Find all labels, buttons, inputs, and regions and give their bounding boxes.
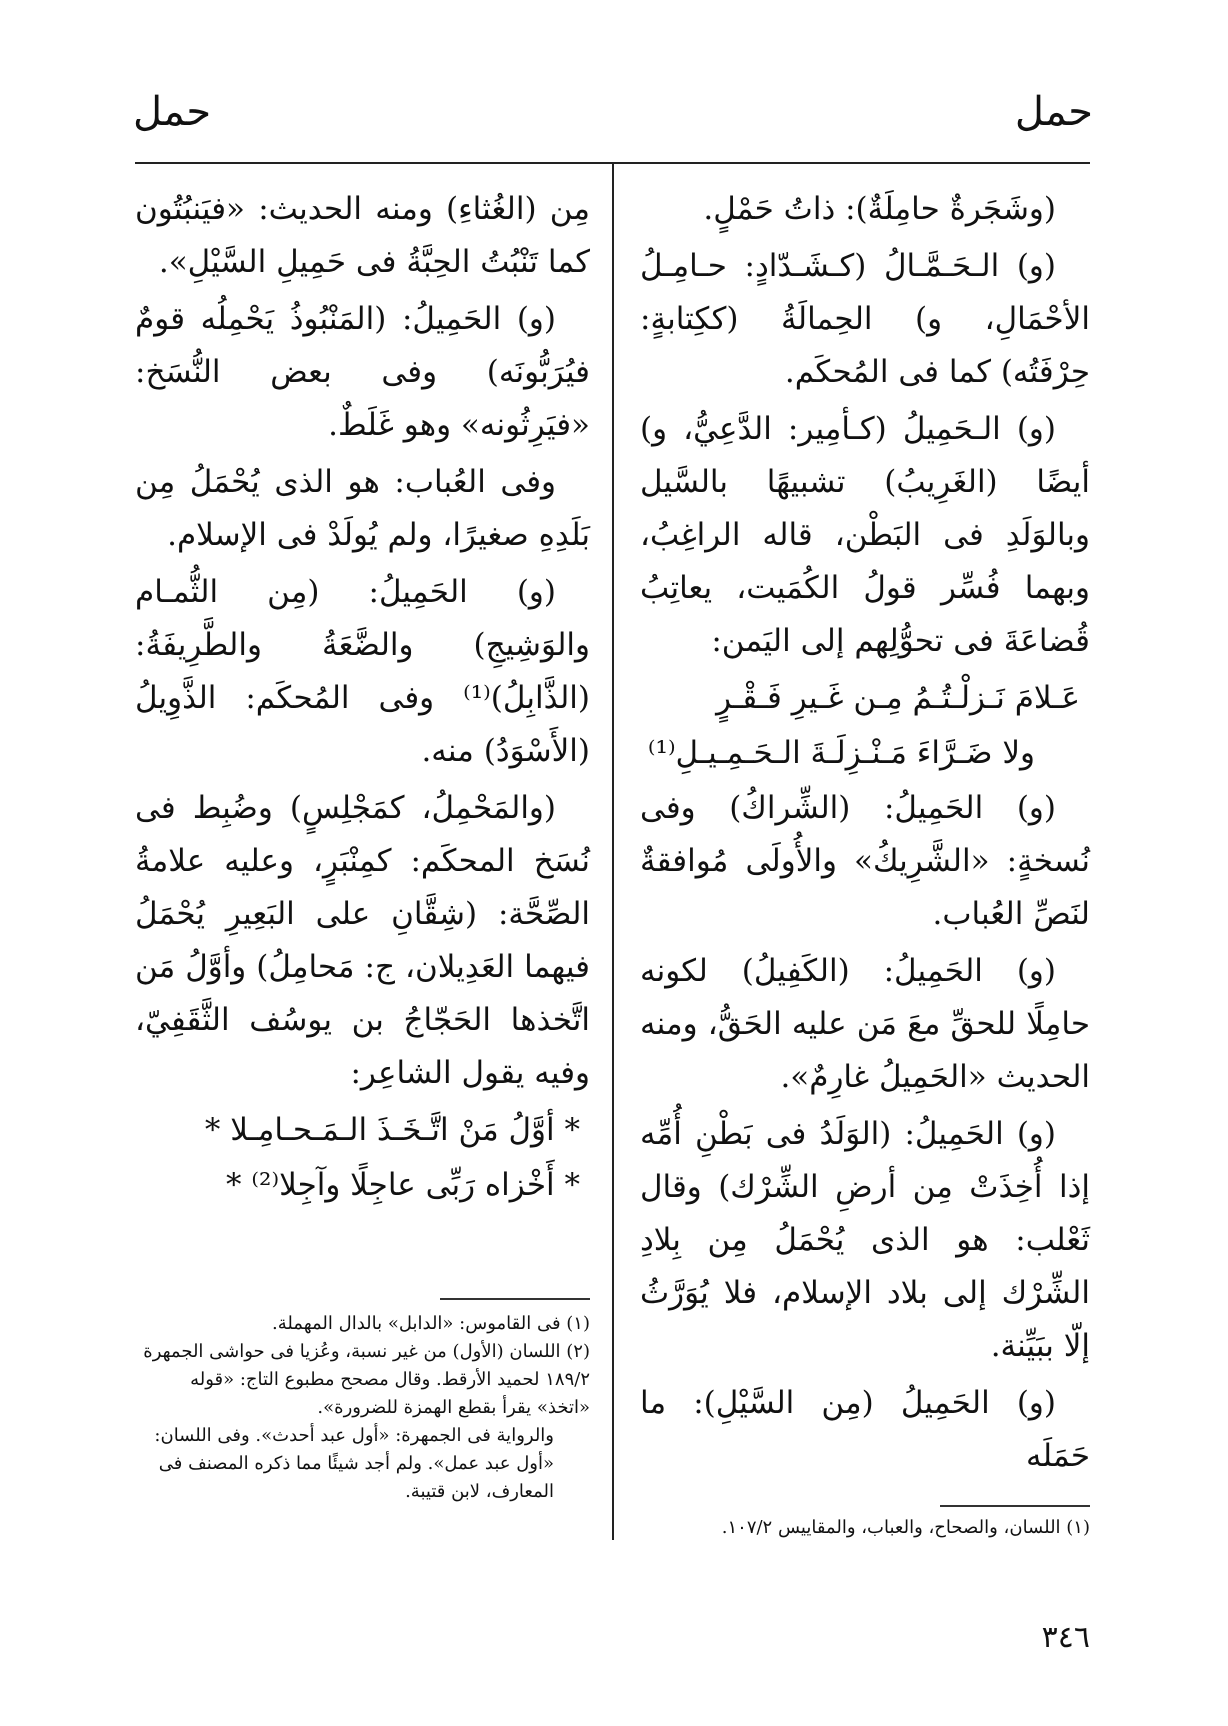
- header-word-left: حمل: [133, 89, 212, 135]
- paragraph: وفى العُباب: هو الذى يُحْمَلُ مِن بَلَدِهِ صغيرًا، ولم يُولَدْ فى الإسلام.: [135, 464, 590, 553]
- paragraph: (و) الـحَـمَّـالُ (كـشَـدّادٍ: حـامِـلُ الأحْمَالِ، و) الحِمالَةُ (ككِتابةٍ: حِرْفَتُه) كما فى المُحكَم.: [640, 248, 1090, 390]
- paragraph: (و) الحَمِيلُ: (الوَلَدُ فى بَطْنِ أُمِّه إذا أُخِذَتْ مِن أرضِ الشِّرْك) وقال ثَعْلب: هو الذى يُحْمَلُ مِن بِلادِ الشِّرْك إلى بلاد الإسلام، فلا يُوَرَّثُ إلّا ببَيِّنة.: [640, 1116, 1090, 1364]
- footnotes-left: [135, 1310, 590, 1506]
- page-number: ٣٤٦: [1041, 1620, 1090, 1655]
- verse-line: عَـلامَ نَـزلْـتُـمُ مِـن غَـيرِ فَـقْـرٍ: [716, 680, 1080, 716]
- left-column: [135, 183, 590, 1214]
- paragraph: (و) الحَمِيلُ: (الشِّراكُ) وفى نُسخةٍ: «الشَّرِيكُ» والأُولَى مُوافقةٌ لنَصِّ العُباب.: [640, 790, 1090, 932]
- verse-line: ولا ضَـرَّاءَ مَـنْـزِلَـةَ الـحَـمِـيـلِ⁽¹⁾: [647, 735, 1035, 771]
- footnote-continuation: والرواية فى الجمهرة: «أول عبد أحدث». وفى اللسان: «أول عبد عمل». ولم أجد شيئًا مما ذكره المصنف فى المعارف، لابن قتيبة.: [154, 1425, 554, 1502]
- verse-line: * أَخْزاه رَبِّى عاجِلًا وآجِلا⁽²⁾ *: [226, 1167, 580, 1203]
- column-divider: [612, 162, 614, 1540]
- paragraph: (والمَحْمِلُ، كمَجْلِسٍ) وضُبِط فى نُسَخ المحكَم: كمِنْبَرٍ، وعليه علامةُ الصِّحَّة: (شِقَّانِ على البَعِيرِ يُحْمَلُ فيهما العَدِيلان، ج: مَحامِلُ) وأوَّلُ مَن اتَّخذها الحَجّاجُ بن يوسُف الثَّقَفِيّ، وفيه يقول الشاعِر:: [135, 790, 590, 1091]
- paragraph: (و) الحَمِيلُ: (الكَفِيلُ) لكونه حامِلًا للحقِّ معَ مَن عليه الحَقُّ، ومنه الحديث «الحَمِيلُ غارِمٌ».: [640, 953, 1090, 1095]
- footnote-rule: [440, 1298, 590, 1300]
- footnote: (١) فى القاموس: «الدابل» بالدال المهملة.: [271, 1313, 590, 1334]
- header-word-right: حمل: [1014, 89, 1093, 135]
- footnote: (١) اللسان، والصحاح، والعباب، والمقاييس ١٠٧/٢.: [721, 1517, 1090, 1538]
- paragraph: (و) الحَمِيلُ (مِن السَّيْلِ): ما حَمَلَه: [640, 1385, 1090, 1474]
- right-column: [640, 183, 1090, 1487]
- paragraph: (و) الحَمِيلُ: (المَنْبُوذُ يَحْمِلُه قومٌ فيُرَبُّونَه) وفى بعض النُّسَخ: «فيَرِثُونه» وهو غَلَطٌ.: [135, 301, 590, 443]
- paragraph: (و) الحَمِيلُ: (مِن الثُّمـام والوَشِيجِ) والضَّعَةُ والطَّرِيفَةُ: (الذَّابِلُ)⁽¹⁾ وفى المُحكَم: الذَّوِيلُ (الأَسْوَدُ) منه.: [135, 574, 590, 769]
- footnote-rule: [940, 1505, 1090, 1507]
- footnote: (٢) اللسان (الأول) من غير نسبة، وعُزيا فى حواشى الجمهرة ١٨٩/٢ لحميد الأرقط. وقال مصحح مطبوع التاج: «قوله «اتخذ» يقرأ بقطع الهمزة للضرورة».: [143, 1341, 590, 1418]
- paragraph: (و) الـحَمِيلُ (كـأمِير: الدَّعِيُّ، و) أيضًا (الغَرِيبُ) تشبيهًا بالسَّيل وبالوَلَدِ فى البَطْن، قاله الراغِبُ، وبهما فُسِّر قولُ الكُمَيت، يعاتِبُ قُضاعَةَ فى تحوُّلِهم إلى اليَمن:: [640, 411, 1090, 659]
- footnotes-right: [640, 1514, 1090, 1542]
- paragraph: مِن (الغُثاءِ) ومنه الحديث: «فيَنبُتُون كما تَنْبُتُ الحِبَّةُ فى حَمِيلِ السَّيْلِ».: [135, 191, 590, 280]
- verse-line: * أوَّلُ مَنْ اتَّـخَـذَ الـمَـحـامِـلا *: [204, 1112, 580, 1148]
- paragraph: (وشَجَرةٌ حامِلَةٌ): ذاتُ حَمْلٍ.: [703, 191, 1056, 227]
